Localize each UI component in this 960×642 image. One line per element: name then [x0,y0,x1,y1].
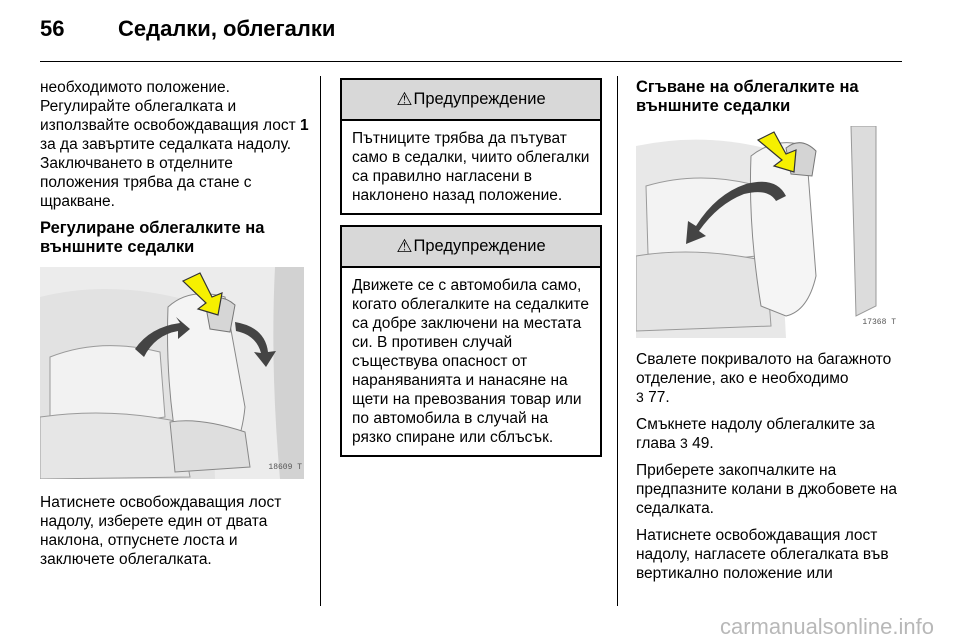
page-reference: 49. [692,435,714,452]
warning-header [342,227,600,268]
text: за да завъртите седалката надолу. Заключването в отделните положения трябва да стане с щракване. [40,136,292,210]
reference-arrow-icon: 3 [679,435,688,451]
bold-ref: 1 [299,117,309,134]
paragraph: Натиснете освобождаващия лост надолу, изберете един от двата наклона, отпуснете лоста и заключете облегалката. [40,494,282,568]
warning-box [340,78,602,215]
header-rule [40,61,902,62]
seat-fold-figure [636,126,900,338]
seat-recline-figure [40,267,304,479]
section-heading: Сгъване на облегалките на външните седалки [636,78,859,115]
column-divider [320,76,321,606]
column-divider [617,76,618,606]
warning-text: Движете се с автомобила само, когато облегалките на седалките са добре заключени на местата си. В противен случай съществува опасност от нараняванията и нанасяне на щети на превозвания товар или по автомобила в случай на рязко спиране или сблъсък. [352,277,589,446]
paragraph: Натиснете освобождаващия лост надолу, нагласете облегалката във вертикално положение или [636,527,889,582]
text: необходимото положение. Регулирайте облегалката и използвайте освобождаващия лост [40,79,296,134]
page-reference: 77. [648,389,670,406]
paragraph: Приберете закопчалките на предпазните колани в джобовете на седалката. [636,462,898,517]
seat-illustration [636,126,900,338]
reference-arrow-icon: 3 [636,389,644,405]
figure-number: 18609 T [268,463,302,472]
watermark: carmanualsonline.info [719,614,934,639]
paragraph [636,415,908,453]
text: Смъкнете надолу облегалките за глава [636,416,875,452]
text: Свалете покривалото на багажното отделение, ако е необходимо [636,351,892,387]
column-2 [340,78,602,467]
column-3 [636,78,908,591]
page-title: Седалки, облегалки [118,16,336,41]
warning-text: Пътниците трябва да пътуват само в седалки, чиито облегалки са правилно нагласени в наклонено назад положение. [352,130,590,204]
warning-box [340,225,602,457]
warning-icon: ⚠ [396,89,413,109]
seat-illustration [40,267,304,479]
section-heading: Регулиране облегалките на външните седалки [40,219,265,256]
warning-icon: ⚠ [396,236,413,256]
page-header [40,16,335,42]
warning-title: Предупреждение [413,237,546,255]
warning-title: Предупреждение [413,90,546,108]
paragraph [636,350,908,407]
warning-header [342,80,600,121]
figure-number: 17368 T [862,318,896,327]
column-1 [40,78,315,577]
page-number: 56 [40,16,65,41]
paragraph [40,78,315,211]
